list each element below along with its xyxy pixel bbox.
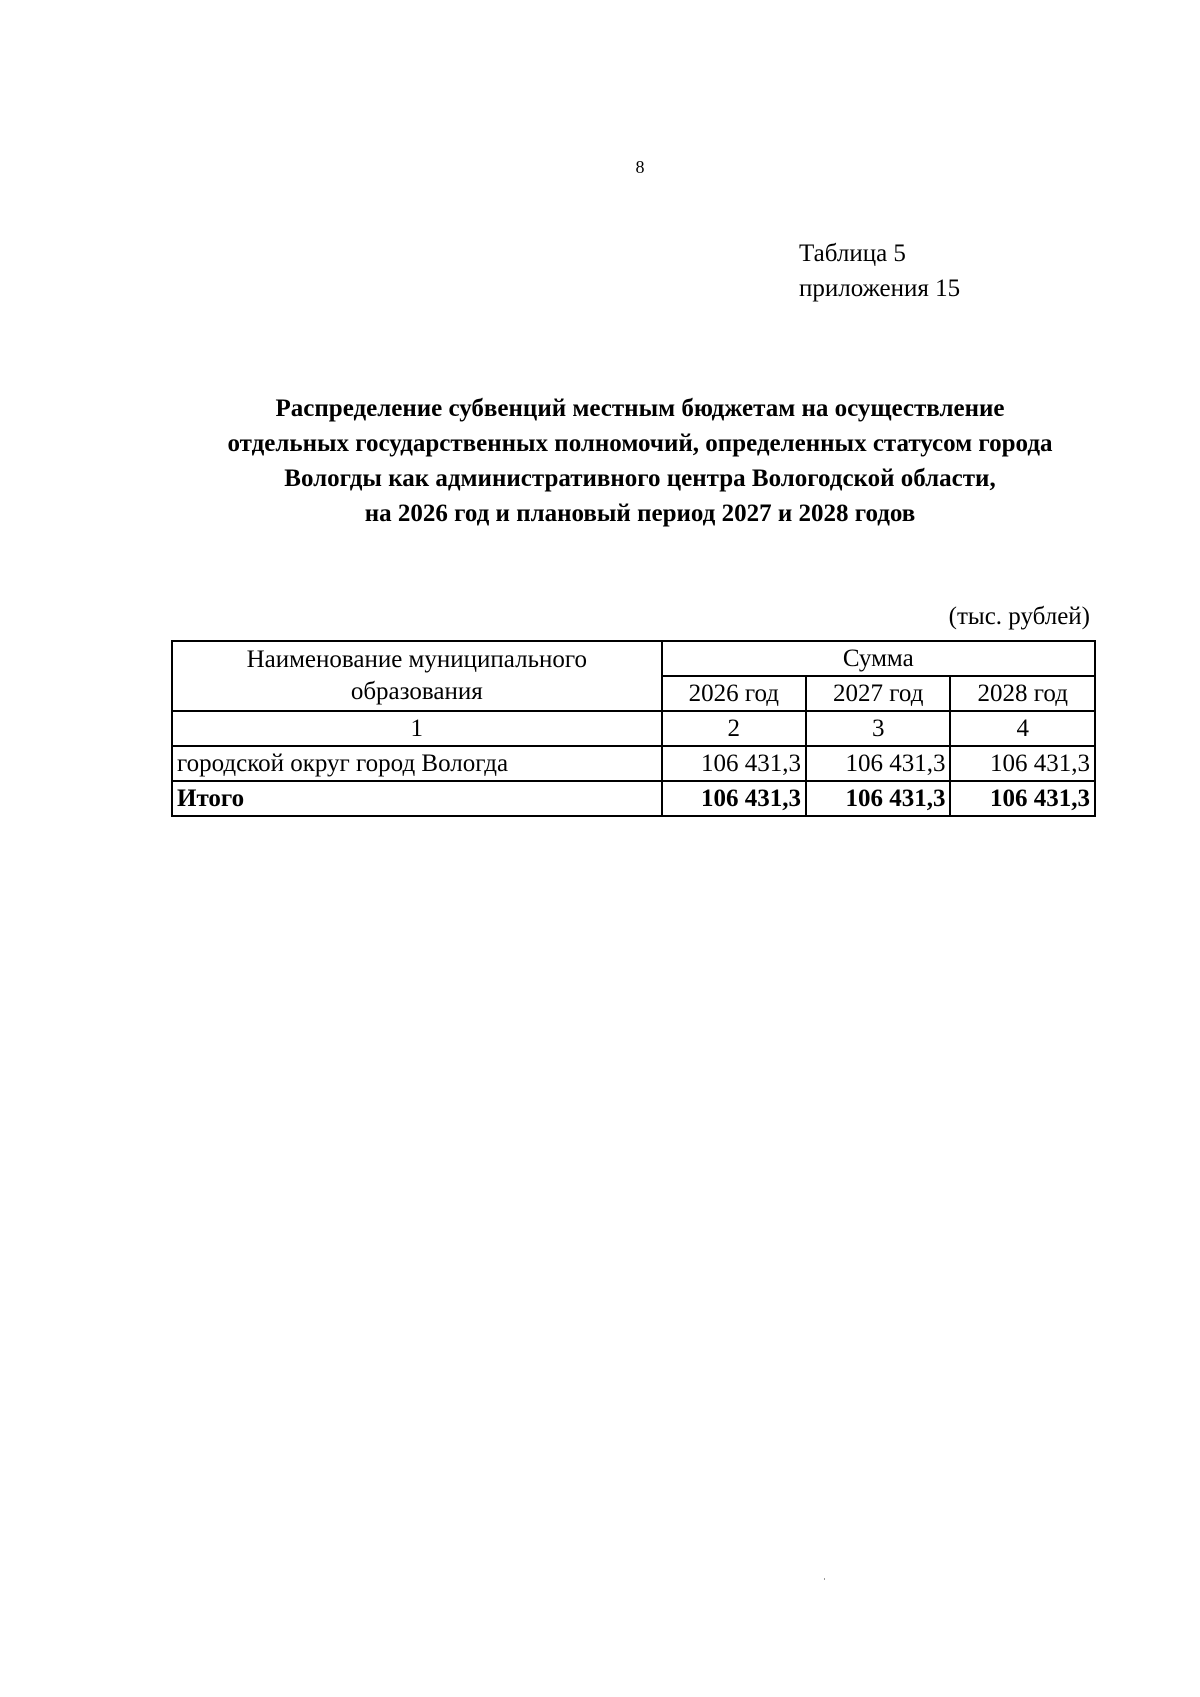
- table-reference: [799, 236, 960, 306]
- title-line3: Вологды как административного центра Вологодской области,: [284, 465, 996, 492]
- title-line1: Распределение субвенций местным бюджетам на осуществление: [275, 395, 1005, 422]
- units-label: (тыс. рублей): [948, 603, 1090, 630]
- header-municipality-line2: образования: [350, 678, 483, 705]
- table-header-row-1: [172, 641, 1095, 676]
- page-number: 8: [635, 157, 645, 177]
- header-municipality: [172, 641, 662, 711]
- column-number-1: 1: [172, 711, 662, 746]
- header-year-2027: 2027 год: [806, 676, 950, 711]
- header-year-2028: 2028 год: [950, 676, 1095, 711]
- table-reference-line1: Таблица 5: [799, 240, 906, 267]
- total-row: [172, 781, 1095, 816]
- distribution-table: [171, 640, 1096, 817]
- total-2026: 106 431,3: [662, 781, 806, 816]
- total-2027: 106 431,3: [806, 781, 950, 816]
- value-2026: 106 431,3: [662, 746, 806, 781]
- municipality-name: городской округ город Вологда: [172, 746, 662, 781]
- title-line4: на 2026 год и плановый период 2027 и 2028 годов: [364, 500, 916, 527]
- document-title: [130, 391, 1150, 531]
- total-2028: 106 431,3: [950, 781, 1095, 816]
- table-reference-line2: приложения 15: [799, 275, 961, 302]
- column-numbers-row: [172, 711, 1095, 746]
- header-year-2026: 2026 год: [662, 676, 806, 711]
- total-label: Итого: [172, 781, 662, 816]
- column-number-3: 3: [806, 711, 950, 746]
- scan-mark: [824, 1578, 825, 1580]
- column-number-2: 2: [662, 711, 806, 746]
- header-sum: Сумма: [662, 641, 1095, 676]
- column-number-4: 4: [950, 711, 1095, 746]
- value-2028: 106 431,3: [950, 746, 1095, 781]
- table-row: [172, 746, 1095, 781]
- header-municipality-line1: Наименование муниципального: [246, 646, 587, 673]
- title-line2: отдельных государственных полномочий, определенных статусом города: [227, 430, 1053, 457]
- value-2027: 106 431,3: [806, 746, 950, 781]
